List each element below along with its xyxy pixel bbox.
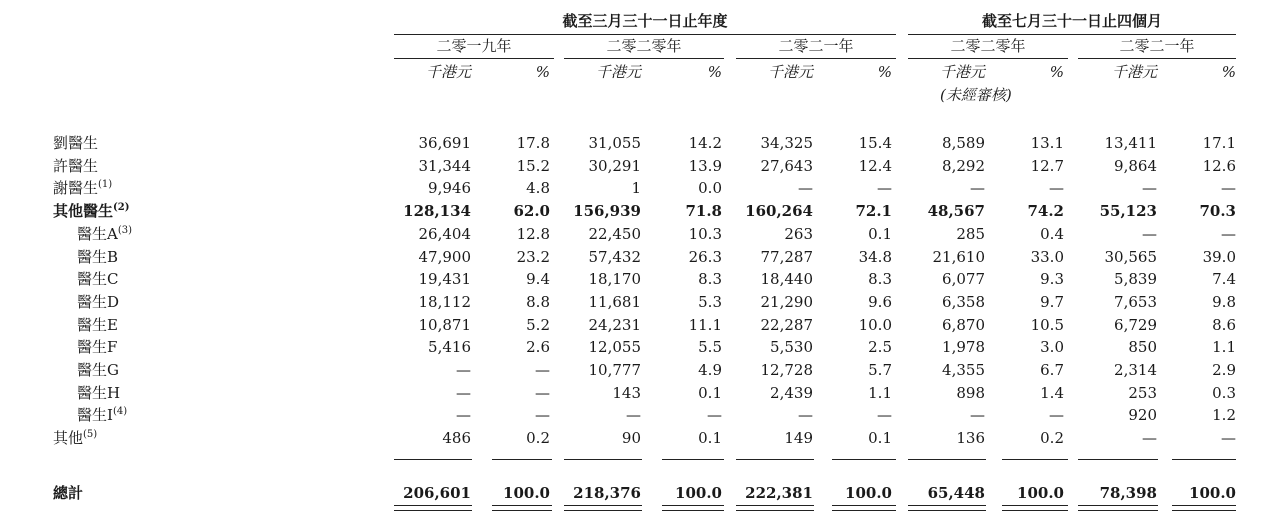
row-label-text: 醫生I — [77, 406, 113, 424]
table-cell: — — [877, 179, 892, 197]
unit-amount: 千港元 — [425, 63, 471, 81]
footnote-marker: (3) — [117, 225, 133, 236]
table-cell: 10,871 — [418, 316, 471, 334]
row-label — [53, 201, 129, 221]
table-cell: — — [626, 406, 641, 424]
row-label — [53, 428, 97, 448]
footnote-marker: (4) — [112, 406, 128, 417]
table-cell: 13.1 — [1030, 134, 1064, 152]
table-cell: 9.3 — [1040, 270, 1064, 288]
table-cell: 8.3 — [698, 270, 722, 288]
table-cell: — — [535, 406, 550, 424]
subtotal-rule — [394, 459, 472, 460]
table-cell: 5.2 — [526, 316, 550, 334]
table-cell: 39.0 — [1202, 248, 1236, 266]
table-cell: 9.6 — [868, 293, 892, 311]
table-cell: 128,134 — [403, 202, 471, 220]
table-cell: 0.1 — [868, 429, 892, 447]
subtotal-rule — [1172, 459, 1236, 460]
unaudited-note: (未經審核) — [940, 86, 1012, 104]
group-title-four-months: 截至七月三十一日止四個月 — [981, 12, 1162, 30]
row-label-text: 醫生D — [77, 293, 120, 311]
table-cell: 160,264 — [745, 202, 813, 220]
unit-percent: % — [707, 63, 722, 81]
group-underline — [394, 34, 896, 35]
subtotal-rule — [908, 459, 986, 460]
table-cell: 70.3 — [1199, 202, 1236, 220]
table-cell: 1,978 — [942, 338, 985, 356]
table-cell: 71.8 — [685, 202, 722, 220]
row-label-text: 醫生G — [77, 361, 119, 379]
table-cell: 8,589 — [942, 134, 985, 152]
table-cell: 9,864 — [1114, 157, 1157, 175]
total-double-rule — [492, 505, 552, 511]
row-label-text: 其他 — [53, 429, 84, 447]
table-cell: 156,939 — [573, 202, 641, 220]
row-label — [77, 292, 119, 312]
total-double-rule — [564, 505, 642, 511]
total-label: 總計 — [53, 484, 84, 502]
row-label-text: 許醫生 — [53, 157, 99, 175]
year-header: 二零二一年 — [1119, 37, 1195, 55]
table-cell: 10,777 — [588, 361, 641, 379]
unit-percent: % — [1221, 63, 1236, 81]
total-cell: 100.0 — [1017, 484, 1064, 502]
table-cell: 15.4 — [858, 134, 892, 152]
table-cell: — — [535, 384, 550, 402]
row-label — [77, 247, 118, 267]
row-label-text: 醫生E — [77, 316, 118, 334]
subtotal-rule — [832, 459, 896, 460]
subtotal-rule — [492, 459, 552, 460]
unit-percent: % — [877, 63, 892, 81]
table-cell: — — [798, 179, 813, 197]
table-cell: 18,440 — [760, 270, 813, 288]
total-cell: 100.0 — [845, 484, 892, 502]
table-cell: 5,839 — [1114, 270, 1157, 288]
total-double-rule — [736, 505, 814, 511]
unit-amount: 千港元 — [595, 63, 641, 81]
table-cell: 1.2 — [1212, 406, 1236, 424]
table-cell: 12,728 — [760, 361, 813, 379]
subtotal-rule — [564, 459, 642, 460]
table-cell: 11.1 — [688, 316, 722, 334]
table-cell: — — [456, 384, 471, 402]
table-cell: 898 — [956, 384, 985, 402]
table-cell: — — [798, 406, 813, 424]
table-cell: 0.0 — [698, 179, 722, 197]
table-cell: 0.2 — [526, 429, 550, 447]
group-underline — [908, 34, 1236, 35]
total-cell: 65,448 — [927, 484, 985, 502]
table-cell: 13.9 — [688, 157, 722, 175]
table-cell: — — [1049, 179, 1064, 197]
table-cell: 9,946 — [428, 179, 471, 197]
row-label — [77, 405, 127, 425]
year-underline — [908, 58, 1068, 59]
total-double-rule — [1172, 505, 1236, 511]
row-label-text: 醫生A — [77, 225, 118, 243]
table-cell: 26,404 — [418, 225, 471, 243]
table-cell: 30,291 — [588, 157, 641, 175]
table-cell: 90 — [621, 429, 641, 447]
row-label — [77, 269, 118, 289]
table-cell: 27,643 — [760, 157, 813, 175]
unit-amount: 千港元 — [1111, 63, 1157, 81]
table-cell: 17.8 — [516, 134, 550, 152]
table-cell: 5.7 — [868, 361, 892, 379]
table-cell: 8.3 — [868, 270, 892, 288]
table-cell: — — [1142, 179, 1157, 197]
total-double-rule — [1002, 505, 1068, 511]
table-cell: — — [1221, 225, 1236, 243]
table-cell: 23.2 — [516, 248, 550, 266]
table-cell: 850 — [1128, 338, 1157, 356]
table-cell: 2.9 — [1212, 361, 1236, 379]
table-cell: 77,287 — [760, 248, 813, 266]
total-double-rule — [394, 505, 472, 511]
table-cell: 5,530 — [770, 338, 813, 356]
table-cell: 6,077 — [942, 270, 985, 288]
table-cell: 6.7 — [1040, 361, 1064, 379]
table-cell: 253 — [1128, 384, 1157, 402]
table-cell: 8,292 — [942, 157, 985, 175]
unit-percent: % — [535, 63, 550, 81]
year-underline — [564, 58, 724, 59]
table-cell: 31,344 — [418, 157, 471, 175]
total-cell: 100.0 — [1189, 484, 1236, 502]
year-underline — [394, 58, 554, 59]
table-cell: 4,355 — [942, 361, 985, 379]
table-cell: 21,290 — [760, 293, 813, 311]
row-label — [53, 133, 98, 153]
table-cell: 17.1 — [1202, 134, 1236, 152]
table-cell: 18,170 — [588, 270, 641, 288]
table-cell: 5,416 — [428, 338, 471, 356]
table-cell: — — [1049, 406, 1064, 424]
subtotal-rule — [736, 459, 814, 460]
table-cell: 26.3 — [688, 248, 722, 266]
total-double-rule — [908, 505, 986, 511]
table-cell: 36,691 — [418, 134, 471, 152]
table-cell: 13,411 — [1104, 134, 1157, 152]
table-cell: 5.3 — [698, 293, 722, 311]
table-cell: 136 — [956, 429, 985, 447]
table-cell: 21,610 — [932, 248, 985, 266]
total-cell: 100.0 — [503, 484, 550, 502]
year-underline — [736, 58, 896, 59]
row-label — [77, 360, 119, 380]
table-cell: 8.6 — [1212, 316, 1236, 334]
table-cell: 1 — [631, 179, 641, 197]
year-underline — [1078, 58, 1236, 59]
table-cell: 11,681 — [588, 293, 641, 311]
row-label-text: 醫生F — [77, 338, 118, 356]
table-cell: 143 — [612, 384, 641, 402]
table-cell: — — [707, 406, 722, 424]
table-cell: 2.5 — [868, 338, 892, 356]
row-label — [77, 315, 118, 335]
table-cell: — — [456, 361, 471, 379]
row-label — [77, 337, 117, 357]
row-label — [53, 156, 98, 176]
total-cell: 78,398 — [1099, 484, 1157, 502]
footnote-marker: (2) — [113, 202, 130, 213]
table-cell: 31,055 — [588, 134, 641, 152]
table-cell: — — [1142, 429, 1157, 447]
table-cell: 6,358 — [942, 293, 985, 311]
unit-amount: 千港元 — [939, 63, 985, 81]
table-cell: 0.2 — [1040, 429, 1064, 447]
table-cell: 8.8 — [526, 293, 550, 311]
table-cell: 0.4 — [1040, 225, 1064, 243]
table-cell: 74.2 — [1027, 202, 1064, 220]
total-cell: 222,381 — [745, 484, 813, 502]
table-cell: 2,439 — [770, 384, 813, 402]
row-label-text: 其他醫生 — [53, 202, 114, 220]
table-cell: 0.1 — [698, 429, 722, 447]
subtotal-rule — [1078, 459, 1158, 460]
table-cell: 6,729 — [1114, 316, 1157, 334]
table-cell: 9.4 — [526, 270, 550, 288]
total-double-rule — [1078, 505, 1158, 511]
table-cell: 149 — [784, 429, 813, 447]
total-cell: 206,601 — [403, 484, 471, 502]
table-cell: 2,314 — [1114, 361, 1157, 379]
year-header: 二零一九年 — [436, 37, 512, 55]
table-cell: 10.0 — [858, 316, 892, 334]
table-cell: 22,450 — [588, 225, 641, 243]
row-label-text: 謝醫生 — [53, 179, 99, 197]
table-cell: 30,565 — [1104, 248, 1157, 266]
total-double-rule — [662, 505, 724, 511]
table-cell: 55,123 — [1099, 202, 1157, 220]
table-cell: — — [535, 361, 550, 379]
table-cell: — — [1221, 429, 1236, 447]
group-title-fiscal-year: 截至三月三十一日止年度 — [562, 12, 728, 30]
total-double-rule — [832, 505, 896, 511]
table-cell: 12,055 — [588, 338, 641, 356]
table-cell: 1.1 — [868, 384, 892, 402]
table-cell: 62.0 — [513, 202, 550, 220]
table-cell: 4.8 — [526, 179, 550, 197]
table-cell: 920 — [1128, 406, 1157, 424]
table-cell: 47,900 — [418, 248, 471, 266]
year-header: 二零二零年 — [606, 37, 682, 55]
table-cell: — — [877, 406, 892, 424]
subtotal-rule — [1002, 459, 1068, 460]
table-cell: 0.1 — [868, 225, 892, 243]
table-cell: 12.7 — [1030, 157, 1064, 175]
table-cell: 0.1 — [698, 384, 722, 402]
table-cell: 34,325 — [760, 134, 813, 152]
table-cell: 12.8 — [516, 225, 550, 243]
table-cell: — — [970, 406, 985, 424]
year-header: 二零二零年 — [950, 37, 1026, 55]
table-cell: 15.2 — [516, 157, 550, 175]
table-cell: 0.3 — [1212, 384, 1236, 402]
table-cell: — — [1142, 225, 1157, 243]
table-cell: 2.6 — [526, 338, 550, 356]
table-cell: 285 — [956, 225, 985, 243]
unit-amount: 千港元 — [767, 63, 813, 81]
table-cell: 18,112 — [418, 293, 471, 311]
table-cell: 48,567 — [927, 202, 985, 220]
table-cell: 14.2 — [688, 134, 722, 152]
table-cell: 5.5 — [698, 338, 722, 356]
table-cell: 19,431 — [418, 270, 471, 288]
row-label-text: 醫生B — [77, 248, 119, 266]
table-cell: 1.4 — [1040, 384, 1064, 402]
table-cell: 7,653 — [1114, 293, 1157, 311]
table-cell: — — [456, 406, 471, 424]
table-cell: 10.5 — [1030, 316, 1064, 334]
row-label — [53, 178, 112, 198]
table-cell: 33.0 — [1030, 248, 1064, 266]
table-cell: 3.0 — [1040, 338, 1064, 356]
unit-percent: % — [1049, 63, 1064, 81]
table-cell: 6,870 — [942, 316, 985, 334]
row-label-text: 醫生H — [77, 384, 121, 402]
total-cell: 100.0 — [675, 484, 722, 502]
table-cell: — — [970, 179, 985, 197]
table-cell: 24,231 — [588, 316, 641, 334]
year-header: 二零二一年 — [778, 37, 854, 55]
table-cell: 4.9 — [698, 361, 722, 379]
footnote-marker: (5) — [83, 429, 98, 440]
table-cell: — — [1221, 179, 1236, 197]
table-cell: 12.4 — [858, 157, 892, 175]
table-cell: 72.1 — [855, 202, 892, 220]
subtotal-rule — [662, 459, 724, 460]
table-cell: 22,287 — [760, 316, 813, 334]
table-cell: 57,432 — [588, 248, 641, 266]
table-cell: 10.3 — [688, 225, 722, 243]
total-cell: 218,376 — [573, 484, 641, 502]
table-cell: 7.4 — [1212, 270, 1236, 288]
row-label — [77, 383, 120, 403]
footnote-marker: (1) — [98, 179, 113, 190]
table-cell: 486 — [442, 429, 471, 447]
row-label-text: 醫生C — [77, 270, 119, 288]
row-label — [77, 224, 132, 244]
table-cell: 34.8 — [858, 248, 892, 266]
table-cell: 1.1 — [1212, 338, 1236, 356]
table-cell: 263 — [784, 225, 813, 243]
table-cell: 9.7 — [1040, 293, 1064, 311]
table-cell: 9.8 — [1212, 293, 1236, 311]
table-cell: 12.6 — [1202, 157, 1236, 175]
row-label-text: 劉醫生 — [53, 134, 99, 152]
